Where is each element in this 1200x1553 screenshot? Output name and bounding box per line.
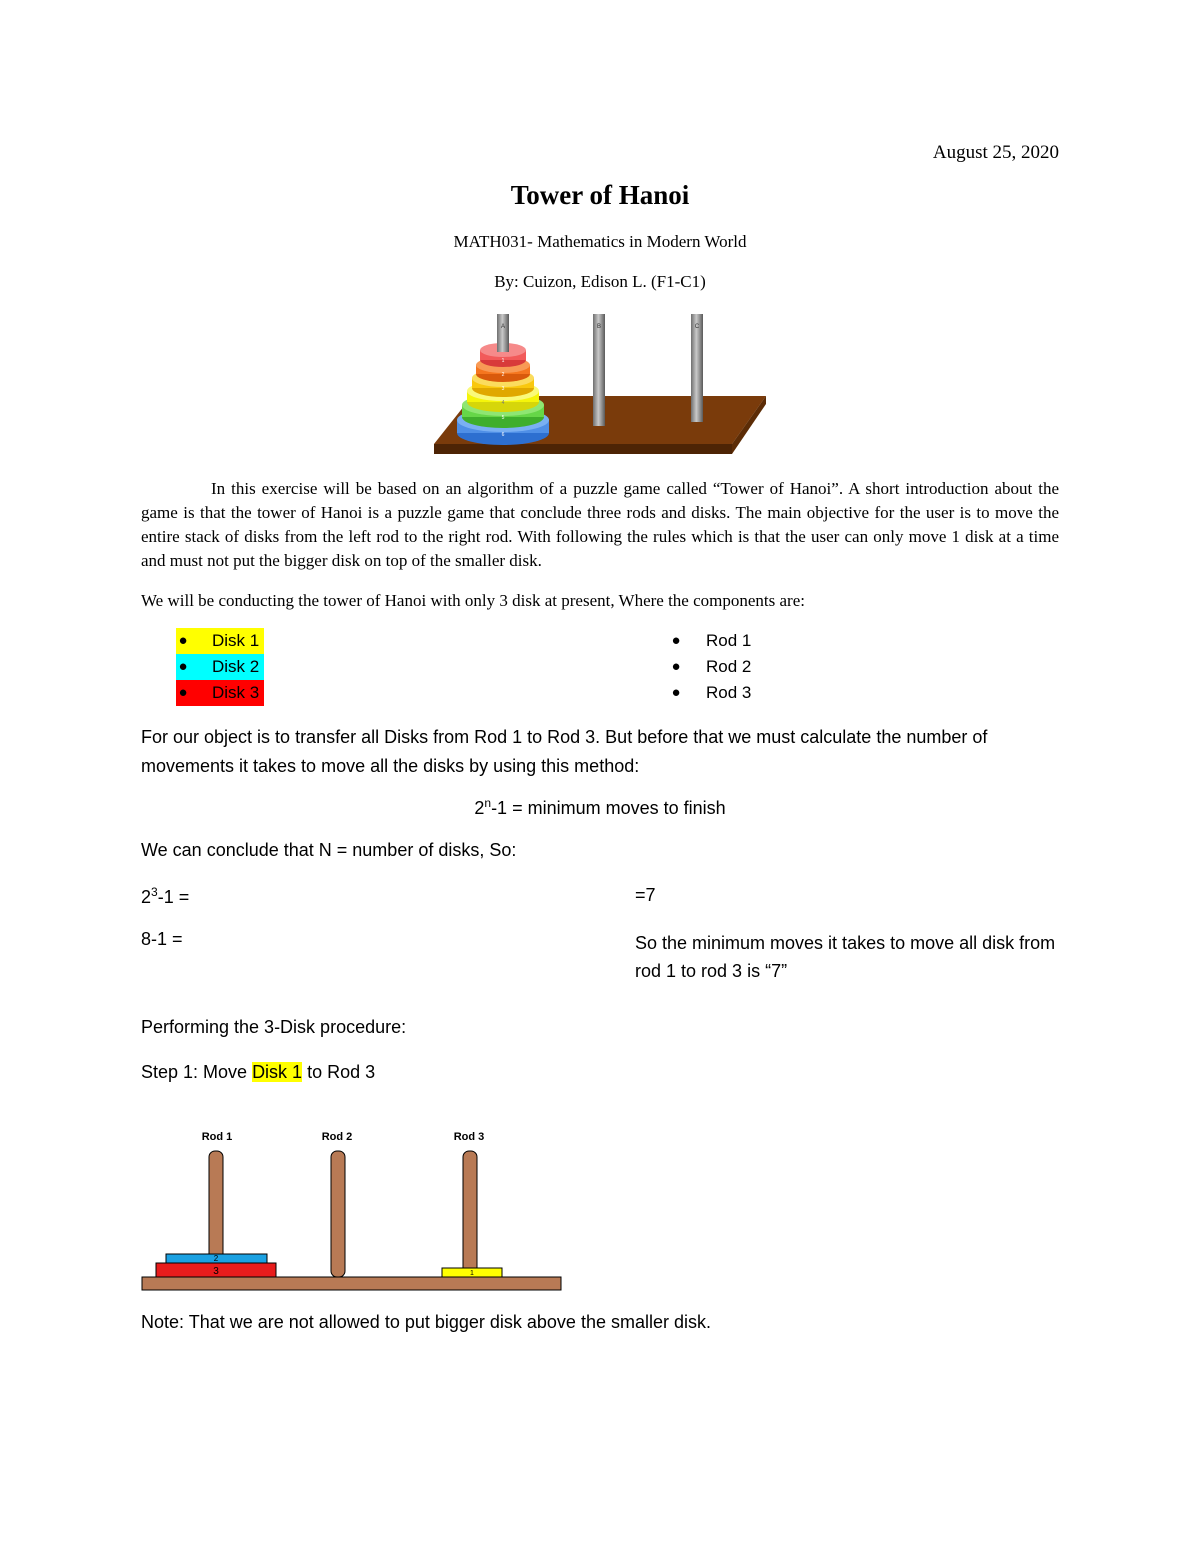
procedure-title: Performing the 3-Disk procedure: — [141, 1017, 407, 1037]
author-line: By: Cuizon, Edison L. (F1-C1) — [494, 272, 706, 291]
note-label: Note: — [141, 1312, 185, 1332]
step-1-diagram — [140, 1125, 566, 1293]
svg-text:6: 6 — [501, 432, 505, 438]
disk-1-label: 1 — [470, 1270, 474, 1277]
document-title: Tower of Hanoi — [510, 180, 690, 210]
rod-2 — [331, 1151, 345, 1277]
svg-text:4: 4 — [501, 400, 505, 406]
svg-text:1: 1 — [501, 358, 505, 364]
bullet-icon: ● — [671, 658, 681, 675]
rod-label-c: C — [694, 324, 700, 330]
rod-1-label: Rod 1 — [201, 1131, 233, 1143]
bullet-icon: ● — [671, 684, 681, 701]
rod-a — [497, 314, 509, 352]
intro-text: In this exercise will be based on an algorithm of a puzzle game called “Tower of Hanoi”. A short introduction about the game is that the tower of Hanoi is a puzzle game that conclude three rods and disks. The main objective for the user is to move the entire stack of disks from the left rod to the right rod. With following the rules which is that the user can only move 1 disk at a time and must not put the bigger disk on top of the smaller disk. — [141, 479, 1059, 570]
list-item: ● Rod 3 — [669, 680, 751, 706]
list-item: ● Disk 2 — [176, 654, 264, 680]
note: Note: That we are not allowed to put bigger disk above the smaller disk. — [141, 1312, 711, 1332]
bullet-icon: ● — [671, 632, 681, 649]
rod-label-b: B — [596, 324, 602, 330]
calculation-conclusion: So the minimum moves it takes to move all disk from rod 1 to rod 3 is “7” — [635, 933, 1056, 981]
step-1: Step 1: Move Disk 1 to Rod 3 — [141, 1062, 376, 1082]
bullet-icon: ● — [178, 684, 188, 701]
calculation-result: =7 — [635, 885, 656, 905]
rod-c — [691, 314, 703, 422]
course-name: MATH031- Mathematics in Modern World — [453, 232, 747, 251]
conclusion-line: We can conclude that N = number of disks, So: — [141, 840, 517, 860]
rod-2-label: Rod 2 — [321, 1131, 353, 1143]
bullet-icon: ● — [178, 632, 188, 649]
document-date: August 25, 2020 — [932, 142, 1059, 163]
disk-1-highlight: Disk 1 — [252, 1062, 303, 1082]
disk-2-label: 2 — [213, 1254, 219, 1263]
rod-list — [669, 628, 751, 706]
rod-b — [593, 314, 605, 426]
rod-label-a: A — [500, 324, 506, 330]
objective-paragraph: For our object is to transfer all Disks from Rod 1 to Rod 3. But before that we must calculate the number of movements it takes to move all the disks by using this method: — [141, 727, 988, 776]
list-item: ● Rod 2 — [669, 654, 751, 680]
components-intro: We will be conducting the tower of Hanoi with only 3 disk at present, Where the components are: — [141, 591, 805, 610]
wooden-base-front — [434, 444, 732, 454]
rod-3-label: Rod 3 — [453, 1131, 485, 1143]
list-item: ● Rod 1 — [669, 628, 751, 654]
base-board — [142, 1277, 561, 1290]
svg-text:5: 5 — [501, 415, 505, 421]
bullet-icon: ● — [178, 658, 188, 675]
list-item: ● Disk 1 — [176, 628, 264, 654]
svg-text:3: 3 — [501, 386, 505, 392]
rod-3 — [463, 1151, 477, 1277]
disk-3-label: 3 — [213, 1266, 219, 1277]
calculation-expression: 8-1 = — [141, 929, 183, 949]
disk-list — [176, 628, 264, 706]
formula: $2^n-1$ = minimum moves to finish — [474, 796, 726, 818]
intro-paragraph — [141, 477, 1059, 573]
list-item: ● Disk 3 — [176, 680, 264, 706]
disk-stack-a — [457, 343, 549, 445]
svg-text:2: 2 — [501, 372, 505, 378]
tower-of-hanoi-illustration — [430, 308, 770, 460]
calculation-expression: $2^3-1$ = — [141, 885, 190, 907]
